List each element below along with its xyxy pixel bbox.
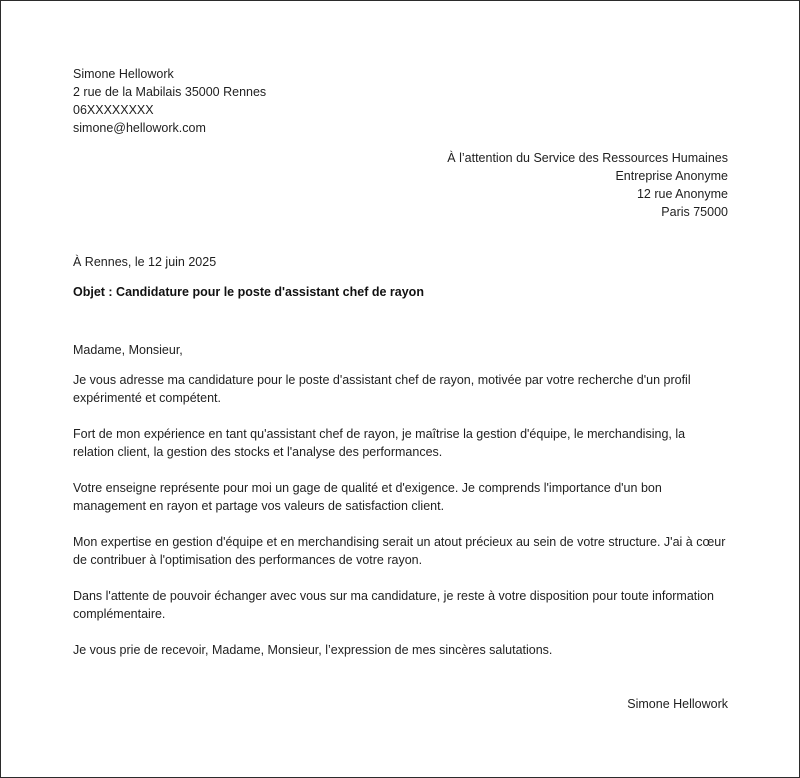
paragraph-2: Fort de mon expérience en tant qu'assistant chef de rayon, je maîtrise la gestion d'équipe, le merchandising, la relation client, la gestion des stocks et l'analyse des performances. <box>73 427 686 459</box>
date-text: À Rennes, le 12 juin 2025 <box>73 255 217 269</box>
recipient-block <box>73 149 728 221</box>
paragraph-1: Je vous adresse ma candidature pour le poste d'assistant chef de rayon, motivée par votre recherche d'un profil expérimenté et compétent. <box>73 373 691 405</box>
recipient-city: Paris 75000 <box>661 205 728 219</box>
salutation <box>73 341 728 359</box>
closing-paragraph: Je vous prie de recevoir, Madame, Monsieur, l’expression de mes sincères salutations. <box>73 643 553 657</box>
paragraph-3: Votre enseigne représente pour moi un gage de qualité et d'exigence. Je comprends l'importance d'un bon management en rayon et partage vos valeurs de satisfaction client. <box>73 481 662 513</box>
subject-text: Objet : Candidature pour le poste d'assistant chef de rayon <box>73 285 424 299</box>
paragraph-4: Mon expertise en gestion d'équipe et en merchandising serait un atout précieux au sein de votre structure. J'ai à cœur de contribuer à l'optimisation des performances de votre rayon. <box>73 535 726 567</box>
sender-email: simone@hellowork.com <box>73 121 206 135</box>
sender-phone: 06XXXXXXXX <box>73 103 154 117</box>
sender-name: Simone Hellowork <box>73 67 174 81</box>
recipient-attention: À l’attention du Service des Ressources Humaines <box>447 151 728 165</box>
signature-name: Simone Hellowork <box>627 697 728 711</box>
signature <box>73 695 728 713</box>
sender-block <box>73 65 728 137</box>
sender-address: 2 rue de la Mabilais 35000 Rennes <box>73 85 267 99</box>
date-line <box>73 253 728 271</box>
recipient-company: Entreprise Anonyme <box>615 169 728 183</box>
paragraph-5: Dans l'attente de pouvoir échanger avec vous sur ma candidature, je reste à votre disposition pour toute information complémentaire. <box>73 589 714 621</box>
salutation-text: Madame, Monsieur, <box>73 343 183 357</box>
subject-line <box>73 283 728 301</box>
recipient-street: 12 rue Anonyme <box>636 187 728 201</box>
